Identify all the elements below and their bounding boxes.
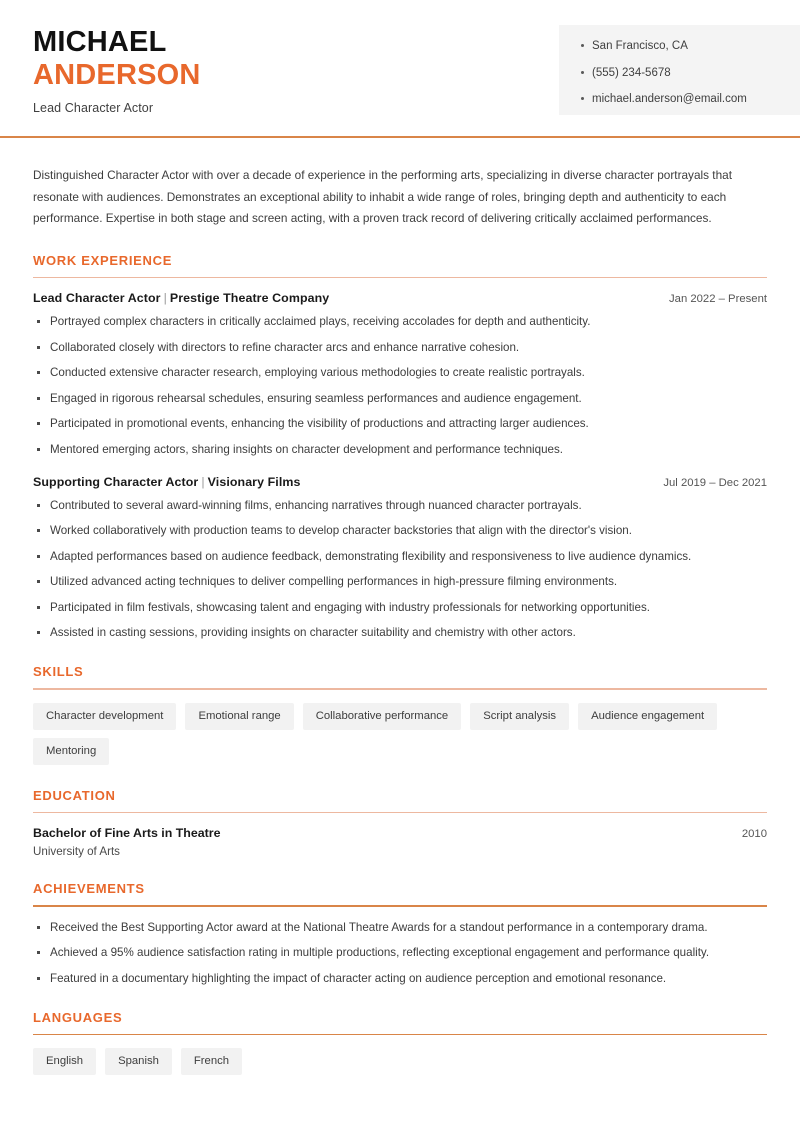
education-year: 2010	[741, 828, 767, 840]
skills-chip-list	[33, 703, 767, 765]
skill-chip: Character development	[33, 703, 176, 730]
title-separator: |	[201, 474, 205, 489]
language-chip: Spanish	[105, 1048, 172, 1075]
section-title-skills: SKILLS	[33, 664, 84, 679]
section-languages	[33, 1010, 767, 1076]
header-divider	[0, 136, 800, 138]
work-bullet: Adapted performances based on audience feedback, demonstrating flexibility and responsiveness to live audience dynamics.	[33, 549, 767, 565]
work-company: Visionary Films	[207, 474, 301, 489]
work-bullet: Mentored emerging actors, sharing insights on character development and performance techniques.	[33, 442, 767, 458]
work-entry-header	[33, 475, 767, 489]
work-entry-dates: Jul 2019 – Dec 2021	[663, 476, 767, 489]
section-rule-skills	[33, 688, 767, 690]
work-entry-title	[33, 475, 301, 489]
work-entry-header	[33, 291, 767, 305]
work-bullet: Contributed to several award-winning films, enhancing narratives through nuanced character portrayals.	[33, 498, 767, 514]
education-entry-header	[33, 826, 767, 840]
work-entry-dates: Jan 2022 – Present	[669, 293, 767, 305]
achievement-item: Achieved a 95% audience satisfaction rating in multiple productions, reflecting exceptional engagement and performance quality.	[33, 945, 767, 961]
skill-chip: Script analysis	[470, 703, 569, 730]
skill-chip: Mentoring	[33, 738, 109, 765]
language-chip: French	[181, 1048, 242, 1075]
language-chip: English	[33, 1048, 96, 1075]
title-separator: |	[163, 291, 167, 305]
section-title-work: WORK EXPERIENCE	[33, 252, 173, 268]
work-bullet: Portrayed complex characters in critically acclaimed plays, receiving accolades for depth and authenticity.	[33, 314, 767, 330]
languages-chip-list	[33, 1048, 767, 1075]
work-entry	[33, 475, 767, 642]
section-rule-work	[33, 277, 767, 279]
section-skills	[33, 664, 767, 765]
achievement-item: Featured in a documentary highlighting the impact of character acting on audience perception and emotional resonance.	[33, 971, 767, 987]
section-rule-education	[33, 812, 767, 814]
name-block	[33, 26, 201, 115]
work-bullet: Assisted in casting sessions, providing insights on character suitability and chemistry with other actors.	[33, 625, 767, 641]
section-title-achievements: ACHIEVEMENTS	[33, 881, 145, 896]
skill-chip: Collaborative performance	[303, 703, 462, 730]
achievement-item: Received the Best Supporting Actor award at the National Theatre Awards for a standout performance in a contemporary drama.	[33, 920, 767, 936]
section-education	[33, 788, 767, 859]
skill-chip: Audience engagement	[578, 703, 717, 730]
skill-chip: Emotional range	[185, 703, 293, 730]
section-work-experience	[33, 253, 767, 642]
contact-email[interactable]: michael.anderson@email.com	[581, 92, 800, 106]
work-bullet-list	[33, 314, 767, 458]
resume-header	[0, 0, 800, 138]
education-entry	[33, 826, 767, 858]
work-role: Supporting Character Actor	[33, 474, 199, 489]
section-rule-achievements	[33, 905, 767, 907]
contact-location[interactable]: San Francisco, CA	[581, 39, 800, 53]
contact-info-box	[559, 25, 800, 115]
section-achievements	[33, 881, 767, 987]
education-school: University of Arts	[33, 845, 120, 858]
work-bullet: Utilized advanced acting techniques to deliver compelling performances in high-pressure filming environments.	[33, 574, 767, 590]
work-bullet: Worked collaboratively with production teams to develop character backstories that align with the director's vision.	[33, 523, 767, 539]
last-name: ANDERSON	[33, 59, 201, 91]
section-rule-languages	[33, 1034, 767, 1036]
resume-body	[0, 165, 800, 1075]
work-bullet: Engaged in rigorous rehearsal schedules, ensuring seamless performances and audience engagement.	[33, 391, 767, 407]
work-bullet: Participated in film festivals, showcasing talent and engaging with industry professionals for networking opportunities.	[33, 600, 767, 616]
work-bullet: Collaborated closely with directors to refine character arcs and enhance narrative cohesion.	[33, 340, 767, 356]
work-bullet: Participated in promotional events, enhancing the visibility of productions and attracting larger audiences.	[33, 416, 767, 432]
education-degree: Bachelor of Fine Arts in Theatre	[33, 826, 221, 840]
contact-phone[interactable]: (555) 234-5678	[581, 66, 800, 80]
first-name: MICHAEL	[33, 26, 167, 58]
section-title-education: EDUCATION	[33, 787, 116, 803]
work-entry	[33, 291, 767, 458]
work-entry-title	[33, 291, 329, 305]
header-job-title: Lead Character Actor	[33, 101, 154, 115]
work-role: Lead Character Actor	[33, 291, 161, 305]
work-bullet: Conducted extensive character research, employing various methodologies to create realistic portrayals.	[33, 365, 767, 381]
professional-summary: Distinguished Character Actor with over a decade of experience in the performing arts, specializing in diverse character portrayals that resonate with audiences. Demonstrates an exceptional ability to inhabit a wide range of roles, bringing depth and authenticity to each performance. Expertise in both stage and screen acting, with a proven track record of delivering critically acclaimed performances.	[33, 168, 732, 225]
work-company: Prestige Theatre Company	[169, 291, 330, 305]
achievements-list	[33, 920, 767, 987]
section-title-languages: LANGUAGES	[33, 1009, 123, 1025]
work-bullet-list	[33, 498, 767, 642]
